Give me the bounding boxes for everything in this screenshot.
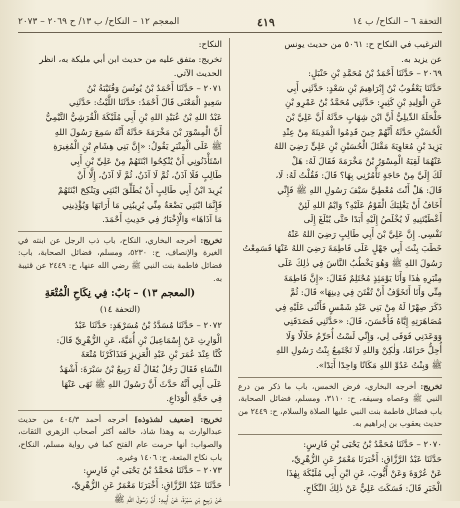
footnote-line: أخرجه أحمد ٤٠٤/٣ xyxy=(59,414,128,424)
text-line: الْوَارِثِ عَنْ إِسْمَاعِيلَ بْنِ أُمَيَّةَ، عَنِ الزُّهْرِيِّ قَالَ: xyxy=(56,335,222,346)
footnote-line: الصحابة، باب: فضائل فاطمة بنت النبي ﷺ رضي xyxy=(18,248,222,270)
text-line: مِنِّي وَأَنَا أَتَخَوَّفُ أَنْ تُفْتَنَ فِي دِينِهَا» قَالَ: ثُمَّ xyxy=(290,288,442,299)
text-line: وَوَعَدَنِي فَوَفَى لِي، وَإِنِّي لَسْتُ أُحَرِّمُ حَلَالًا وَلَا xyxy=(286,331,442,342)
text-line: لَكَ إِلَيَّ مِنْ حَاجَةٍ تَأْمُرُنِي بِهَا؟ قَالَ: فَقُلْتُ لَهُ: لَا، xyxy=(275,171,442,182)
text-line: النكاح: xyxy=(198,40,222,50)
text-line: مِنْبَرِهِ هٰذَا وَأَنَا يَوْمَئِذٍ مُحْتَلِمٌ فَقَالَ: «إِنَّ فَاطِمَةَ xyxy=(283,273,442,284)
footnote-line: من درع النبي ﷺ وعصاه وسيفه، ح: ٣١١٠، ومسلم، فضائل xyxy=(238,381,442,404)
text-line: ﷺ وَبِنْتُ عَدُوِّ اللهِ مَكَانًا وَاحِدًا أَبَدًا». xyxy=(316,361,442,372)
text-line: حَلْحَلَةَ الدِّيلِيُّ أَنَّ ابْنَ شِهَابٍ حَدَّثَهُ أَنَّ عَلِيَّ بْنَ xyxy=(285,112,442,123)
footnote-rule xyxy=(238,377,442,378)
text-line: يُرِيدَ ابْنُ أَبِي طَالِبٍ أَنْ يُطَلِّقَ ابْنَتِي وَيَنْكِحَ ابْنَتَهُمْ xyxy=(57,185,222,196)
footnote-line: أخرجه البخاري، النكاح، باب ذب الرجل xyxy=(64,235,197,245)
text-line: ٢٠٧٣ – حَدَّثَنَا مُحَمَّدُ بْنُ يَحْيَى بْنِ فَارِسٍ: xyxy=(83,466,222,477)
text-line: تخريج: متفق عليه من حديث ابن أبي مليكة به، انظر xyxy=(39,54,222,65)
text-line: الْحُسَيْنِ حَدَّثَهُ أَنَّهُمْ حِينَ قَدِمُوا الْمَدِينَةَ مِنْ عِنْدِ xyxy=(282,127,442,138)
text-line: مَا آذَاهَا» وَالْإِخْبَارُ فِي حَدِيثِ أَحْمَدَ. xyxy=(102,215,222,226)
text-line: فَإِنَّمَا ابْنَتِي بَضْعَةٌ مِنِّي يُرِيبُنِي مَا أَرَابَهَا وَيُؤْذِينِي xyxy=(62,200,222,211)
footnote-line: من حديث عبدالوارث به وهذا شاذ، خالفه أكثر أصحاب الزهري xyxy=(18,414,222,437)
column-divider xyxy=(229,38,230,486)
text-line: قَالَ: هَلْ أَنْتَ مُعْطِيَّ سَيْفَ رَسُولِ اللهِ ﷺ فَإِنِّي xyxy=(277,185,442,196)
text-line: عَنْ عُرْوَةَ وَعَنْ أَيُّوبَ، عَنِ ابْنِ أَبِي مُلَيْكَةَ بِهٰذَا xyxy=(286,469,442,480)
footnote-rule xyxy=(18,231,222,232)
text-line: عَنِ الْوَلِيدِ بْنِ كَثِيرٍ: حَدَّثَنِي مُحَمَّدُ بْنُ عَمْرِو بْنِ xyxy=(285,98,442,109)
text-line: ذَكَرَ صِهْرًا لَهُ مِنْ بَنِي عَبْدِ شَمْسٍ فَأَثْنَى عَلَيْهِ فِي xyxy=(275,302,442,313)
footnote-rule xyxy=(18,410,222,411)
text-line: حَدَّثَنَا يَعْقُوبُ بْنُ إِبْرَاهِيمَ بْنِ سَعْدٍ: حَدَّثَنِي أَبِي xyxy=(286,83,442,94)
running-header xyxy=(18,14,442,30)
text-line: سَعِيدٍ الْمَعْنَى قَالَ أَحْمَدُ: حَدَّثَنَا اللَّيْثُ: حَدَّثَنِي xyxy=(69,98,222,109)
footnote-label: تخريج: xyxy=(420,381,442,391)
text-line: طَالِبٍ فَلَا آذَنُ، ثُمَّ لَا آذَنُ، ثُمَّ لَا آذَنُ، إِلَّا أَنْ xyxy=(77,171,222,182)
text-line: الْخَبَرِ قَالَ: فَسَكَتَ عَلِيٌّ عَنْ ذٰلِكَ النِّكَاحِ. xyxy=(303,483,442,494)
text-line: حَدَّثَنَا عَبْدُ الرَّزَّاقِ: أَخْبَرَنَا مَعْمَرٌ عَنِ الزُّهْرِيِّ، xyxy=(71,480,222,491)
footnote-label: تخريج: [ضعيف لشذوذه] xyxy=(134,414,223,424)
footnote-line: الله عنها، ح: ٢٤٤٩ عن قتيبة به. xyxy=(18,260,222,283)
text-line: ٢٠٧٠ – حَدَّثَنَا مُحَمَّدُ بْنُ يَحْيَى بْنِ فَارِسٍ: xyxy=(303,440,442,451)
text-line: كُنَّا عِنْدَ عُمَرَ بْنِ عَبْدِ الْعَزِيزِ فَتَذَاكَرْنَا مُتْعَةَ xyxy=(80,350,222,361)
page-number: ٤١٩ xyxy=(257,15,275,29)
text-line: يَزِيدَ بْنِ مُعَاوِيَةَ مَقْتَلَ الْحُسَيْنِ بْنِ عَلِيٍّ رَضِيَ اللهُ xyxy=(274,142,442,153)
footnote-line: الثقات، والصواب: أنها حرمت عام الفتح كما في رواية مسلم، xyxy=(18,427,222,450)
text-line: عَنْهُمَا لَقِيَهُ الْمِسْوَرُ بْنُ مَخْرَمَةَ فَقَالَ لَهُ: هَلْ xyxy=(291,156,442,167)
chapter-title: (المعجم ١٣) – بَابٌ: فِي نِكَاحِ الْمُتْعَةِ xyxy=(44,288,196,300)
text-line: ٢٠٧١ – حَدَّثَنَا أَحْمَدُ بْنُ يُونُسَ وَقُتَيْبَةُ بْنُ xyxy=(86,83,222,94)
footnote-line: عن ابنته في الغيرة والإنصاف، ح: ٥٢٣٠، ومسلم، فضائل xyxy=(18,235,222,258)
footnote-line: النكاح، باب نكاح المتعة، ح: ١٤٠٦ وغيره. xyxy=(18,440,222,462)
header-right-text: التحفة ٦ – النكاح/ ب ١٤ xyxy=(352,17,442,27)
footnote-line: يعقوب بن إبراهيم به. xyxy=(352,419,421,429)
text-line: الترغيب في النكاح ح: ٥٠٦١ من حديث يونس xyxy=(284,40,442,50)
footnote-text xyxy=(18,235,222,285)
text-line: عَنْ رَبِيعِ بْنِ سَبْرَةَ، عَنْ أَبِيهِ: أَنَّ رَسُولَ اللهِ ﷺ xyxy=(114,495,222,506)
text-line: اسْتَأْذَنُونِي أَنْ يُنْكِحُوا ابْنَتَهُمْ مِنْ عَلِيِّ بْنِ أَبِي xyxy=(70,156,222,167)
text-line: ﷺ عَلَى الْمِنْبَرِ يَقُولُ: «إِنَّ بَنِي هِشَامِ بْنِ الْمُغِيرَةِ xyxy=(53,142,222,153)
text-line: ٢٠٧٢ – حَدَّثَنَا مُسَدَّدُ بْنُ مُسَرْهَدٍ: حَدَّثَنَا عَبْدُ xyxy=(74,321,222,332)
text-line: ٢٠٦٩ – حَدَّثَنَا أَحْمَدُ بْنُ مُحَمَّدِ بْنِ حَنْبَلٍ: xyxy=(308,69,442,80)
footnote-text xyxy=(238,381,442,431)
text-line: فِي حَجَّةِ الْوَدَاعِ. xyxy=(166,394,222,405)
left-column xyxy=(18,38,223,506)
footnote-line: أخرجه البخاري، فرض الخمس، باب ما ذكر xyxy=(268,381,417,391)
text-line: النِّسَاءِ فَقَالَ رَجُلٌ يُقَالُ لَهُ رَبِيعُ بْنُ سَبْرَةَ: أَشْهَدُ xyxy=(59,365,222,376)
text-line: خَطَبَ بِنْتَ أَبِي جَهْلٍ عَلَى فَاطِمَةَ رَضِيَ اللهُ عَنْهَا فَسَمِعْتُ xyxy=(242,244,442,255)
header-center-text: المعجم ١٢ – النكاح/ ب ١٣/ ح ٢٠٦٩ – ٢٠٧٣ xyxy=(18,17,180,27)
header-rule xyxy=(18,32,442,33)
footnote-label: تخريج: xyxy=(200,235,223,245)
text-line: نَفْسِي. إِنَّ عَلِيَّ بْنَ أَبِي طَالِبٍ رَضِيَ اللهُ عَنْهُ xyxy=(287,229,442,240)
section-rule xyxy=(238,434,442,435)
text-line: عَلَى أَبِي أَنَّهُ حَدَّثَ أَنَّ رَسُولَ اللهِ ﷺ نَهَى عَنْهَا xyxy=(61,379,222,390)
footnote-line: الصحابة، باب فضائل فاطمة بنت النبي عليها الصلاة والسلام، ح: ٢٤٤٩ من حديث xyxy=(238,394,442,429)
text-line: مُصَاهَرَتِهِ إِيَّاهُ فَأَحْسَنَ، قَالَ: «حَدَّثَنِي فَصَدَقَنِي xyxy=(283,317,442,328)
chapter-subtitle: (التحفة ١٤) xyxy=(99,304,141,315)
text-line: أُحِلُّ حَرَامًا، وَلٰكِنْ وَاللهِ لَا تَجْتَمِعُ بِنْتُ رَسُولِ اللهِ xyxy=(275,346,442,357)
text-line: عَبْدُ اللهِ بْنُ عُبَيْدِ اللهِ بْنِ أَبِي مُلَيْكَةَ الْقُرَشِيُّ التَّيْمِيُّ xyxy=(45,112,222,123)
text-line: أَنَّ الْمِسْوَرَ بْنَ مَخْرَمَةَ حَدَّثَهُ أَنَّهُ سَمِعَ رَسُولَ اللهِ xyxy=(54,127,222,138)
footnote-text xyxy=(18,414,222,464)
text-line: حَدَّثَنَا عَبْدُ الرَّزَّاقِ: أَخْبَرَنَا مَعْمَرٌ عَنِ الزُّهْرِيِّ، xyxy=(291,454,442,465)
text-line: أَعْطَيْتَنِيهِ لَا يُخْلَصُ إِلَيْهِ أَبَدًا حَتَّى يُبْلَغَ إِلَى xyxy=(303,215,442,226)
right-column xyxy=(238,38,442,494)
text-line: عن يزيد به. xyxy=(401,54,442,65)
text-line: الحديث الآتي. xyxy=(173,69,222,80)
text-line: رَسُولَ اللهِ ﷺ وَهُوَ يَخْطُبُ النَّاسَ فِي ذٰلِكَ عَلَى xyxy=(277,258,442,269)
text-line: أَخَافُ أَنْ يَغْلِبَكَ الْقَوْمُ عَلَيْهِ؟ وَايْمُ اللهِ لَئِنْ xyxy=(298,200,442,211)
